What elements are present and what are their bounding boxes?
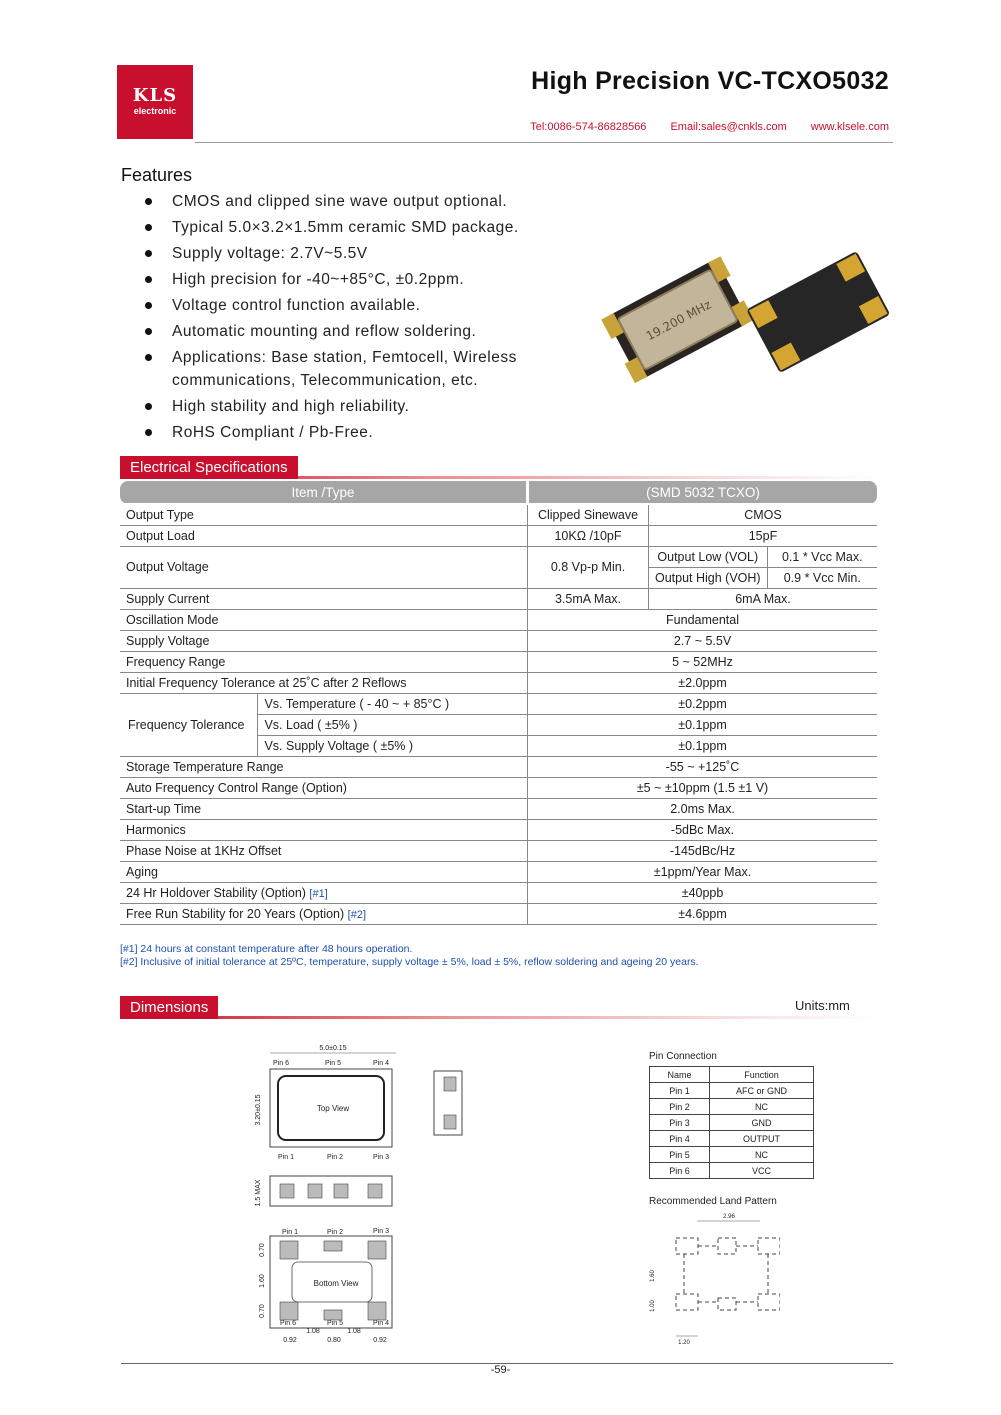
table-row: Pin 5 NC [650, 1147, 814, 1163]
svg-text:Pin 5: Pin 5 [327, 1320, 343, 1327]
header-divider [195, 142, 893, 143]
svg-text:Pin 3: Pin 3 [373, 1154, 389, 1161]
feature-item: Automatic mounting and reflow soldering. [145, 320, 585, 343]
table-row: Pin 1 AFC or GND [650, 1083, 814, 1099]
pin-connection-table [649, 1066, 814, 1179]
logo-text: KLS [132, 85, 178, 106]
svg-text:1.08: 1.08 [347, 1328, 361, 1335]
header-item-type: Item /Type [120, 481, 528, 504]
contact-email: Email:sales@cnkls.com [670, 121, 787, 133]
svg-text:Pin 4: Pin 4 [373, 1320, 389, 1327]
table-row: Pin 3 GND [650, 1115, 814, 1131]
electrical-spec-table [120, 481, 877, 925]
table-row: Output High (VOH) 0.9 * Vcc Min. [120, 567, 877, 588]
feature-item: High precision for -40~+85°C, ±0.2ppm. [145, 268, 585, 291]
feature-item: Applications: Base station, Femtocell, Wireless communications, Telecommunication, etc. [145, 346, 585, 392]
table-row: Supply Voltage 2.7 ~ 5.5V [120, 630, 877, 651]
header-model: (SMD 5032 TCXO) [528, 481, 877, 504]
units-label: Units:mm [795, 998, 850, 1013]
table-row: Frequency Tolerance Vs. Temperature ( - 40 ~ + 85°C ) ±0.2ppm [120, 693, 877, 714]
svg-text:Pin 6: Pin 6 [273, 1060, 289, 1067]
table-row: Harmonics -5dBc Max. [120, 819, 877, 840]
table-row: Oscillation Mode Fundamental [120, 609, 877, 630]
svg-text:Pin 5: Pin 5 [325, 1060, 341, 1067]
product-photo [600, 240, 890, 390]
contact-bar [530, 121, 889, 133]
table-row: Initial Frequency Tolerance at 25˚C after 2 Reflows ±2.0ppm [120, 672, 877, 693]
svg-text:1.00: 1.00 [650, 1300, 656, 1312]
svg-text:5.0±0.15: 5.0±0.15 [319, 1045, 347, 1052]
feature-item: CMOS and clipped sine wave output optional. [145, 190, 585, 213]
dimensions-section-header [120, 996, 877, 1019]
package-drawing [248, 1038, 478, 1348]
table-row: Storage Temperature Range -55 ~ +125˚C [120, 756, 877, 777]
table-row: Pin 6 VCC [650, 1163, 814, 1179]
company-logo [117, 65, 193, 139]
feature-item: RoHS Compliant / Pb-Free. [145, 421, 585, 444]
electrical-section-title: Electrical Specifications [120, 456, 298, 479]
svg-text:Pin 3: Pin 3 [373, 1228, 389, 1235]
table-row: Vs. Load ( ±5% ) ±0.1ppm [120, 714, 877, 735]
land-pattern-title: Recommended Land Pattern [649, 1196, 777, 1207]
table-row: Frequency Range 5 ~ 52MHz [120, 651, 877, 672]
table-row: Vs. Supply Voltage ( ±5% ) ±0.1ppm [120, 735, 877, 756]
table-row: Pin 2 NC [650, 1099, 814, 1115]
footnote-1: [#1] 24 hours at constant temperature after 48 hours operation. [120, 943, 413, 955]
svg-text:0.70: 0.70 [259, 1304, 266, 1318]
svg-text:3.20±0.15: 3.20±0.15 [255, 1094, 262, 1126]
table-row: Free Run Stability for 20 Years (Option) [#2] ±4.6ppm [120, 903, 877, 924]
table-row: Output Type Clipped Sinewave CMOS [120, 504, 877, 525]
svg-text:0.80: 0.80 [327, 1337, 341, 1344]
svg-text:0.92: 0.92 [283, 1337, 297, 1344]
footnote-ref: [#1] [309, 887, 328, 900]
page-number: -59- [490, 1364, 511, 1376]
table-header-row [120, 481, 877, 504]
svg-text:Pin 2: Pin 2 [327, 1154, 343, 1161]
footnotes [120, 943, 699, 969]
table-row: Start-up Time 2.0ms Max. [120, 798, 877, 819]
land-pattern-drawing [640, 1208, 780, 1348]
svg-text:Pin 4: Pin 4 [373, 1060, 389, 1067]
features-list [145, 190, 585, 447]
contact-website: www.klsele.com [810, 121, 889, 133]
dimensions-section-title: Dimensions [120, 996, 218, 1019]
electrical-section-header [120, 456, 877, 479]
svg-text:0.70: 0.70 [259, 1243, 266, 1257]
svg-text:1.20: 1.20 [678, 1340, 690, 1346]
feature-item: Voltage control function available. [145, 294, 585, 317]
table-row: Auto Frequency Control Range (Option) ±5 ~ ±10ppm (1.5 ±1 V) [120, 777, 877, 798]
svg-text:0.92: 0.92 [373, 1337, 387, 1344]
feature-item: Typical 5.0×3.2×1.5mm ceramic SMD package. [145, 216, 585, 239]
photo-marking: 19.200 MHz [643, 297, 714, 344]
table-row: Pin 4 OUTPUT [650, 1131, 814, 1147]
table-row: Aging ±1ppm/Year Max. [120, 861, 877, 882]
features-title: Features [121, 165, 193, 185]
table-row: Supply Current 3.5mA Max. 6mA Max. [120, 588, 877, 609]
svg-text:1.5 MAX: 1.5 MAX [255, 1179, 262, 1207]
svg-text:1.60: 1.60 [650, 1270, 656, 1282]
svg-text:2.96: 2.96 [723, 1214, 735, 1220]
table-header-row: Name Function [650, 1067, 814, 1083]
table-row: Phase Noise at 1KHz Offset -145dBc/Hz [120, 840, 877, 861]
feature-item: Supply voltage: 2.7V~5.5V [145, 242, 585, 265]
svg-text:1.60: 1.60 [259, 1274, 266, 1288]
svg-text:Pin 1: Pin 1 [282, 1229, 298, 1236]
svg-text:Pin 2: Pin 2 [327, 1229, 343, 1236]
pin-connection-title: Pin Connection [649, 1051, 717, 1062]
footnote-2: [#2] Inclusive of initial tolerance at 25ºC, temperature, supply voltage ± 5%, load ± 5%, reflow soldering and ageing 20 years. [120, 956, 699, 968]
svg-text:Pin 6: Pin 6 [280, 1320, 296, 1327]
svg-text:1.08: 1.08 [306, 1328, 320, 1335]
section-underline [120, 1016, 877, 1019]
contact-tel: Tel:0086-574-86828566 [530, 121, 647, 133]
logo-subtext: electronic [133, 106, 177, 116]
feature-item: High stability and high reliability. [145, 395, 585, 418]
page-title: High Precision VC-TCXO5032 [531, 67, 889, 95]
footnote-ref: [#2] [347, 908, 367, 921]
svg-text:Bottom View: Bottom View [313, 1279, 359, 1288]
svg-text:Pin 1: Pin 1 [278, 1154, 294, 1161]
table-row: Output Load 10KΩ /10pF 15pF [120, 525, 877, 546]
table-row: Output Voltage 0.8 Vp-p Min. Output Low (VOL) 0.1 * Vcc Max. [120, 546, 877, 567]
table-row: 24 Hr Holdover Stability (Option) [#1] ±40ppb [120, 882, 877, 903]
svg-text:Top View: Top View [316, 1104, 350, 1113]
